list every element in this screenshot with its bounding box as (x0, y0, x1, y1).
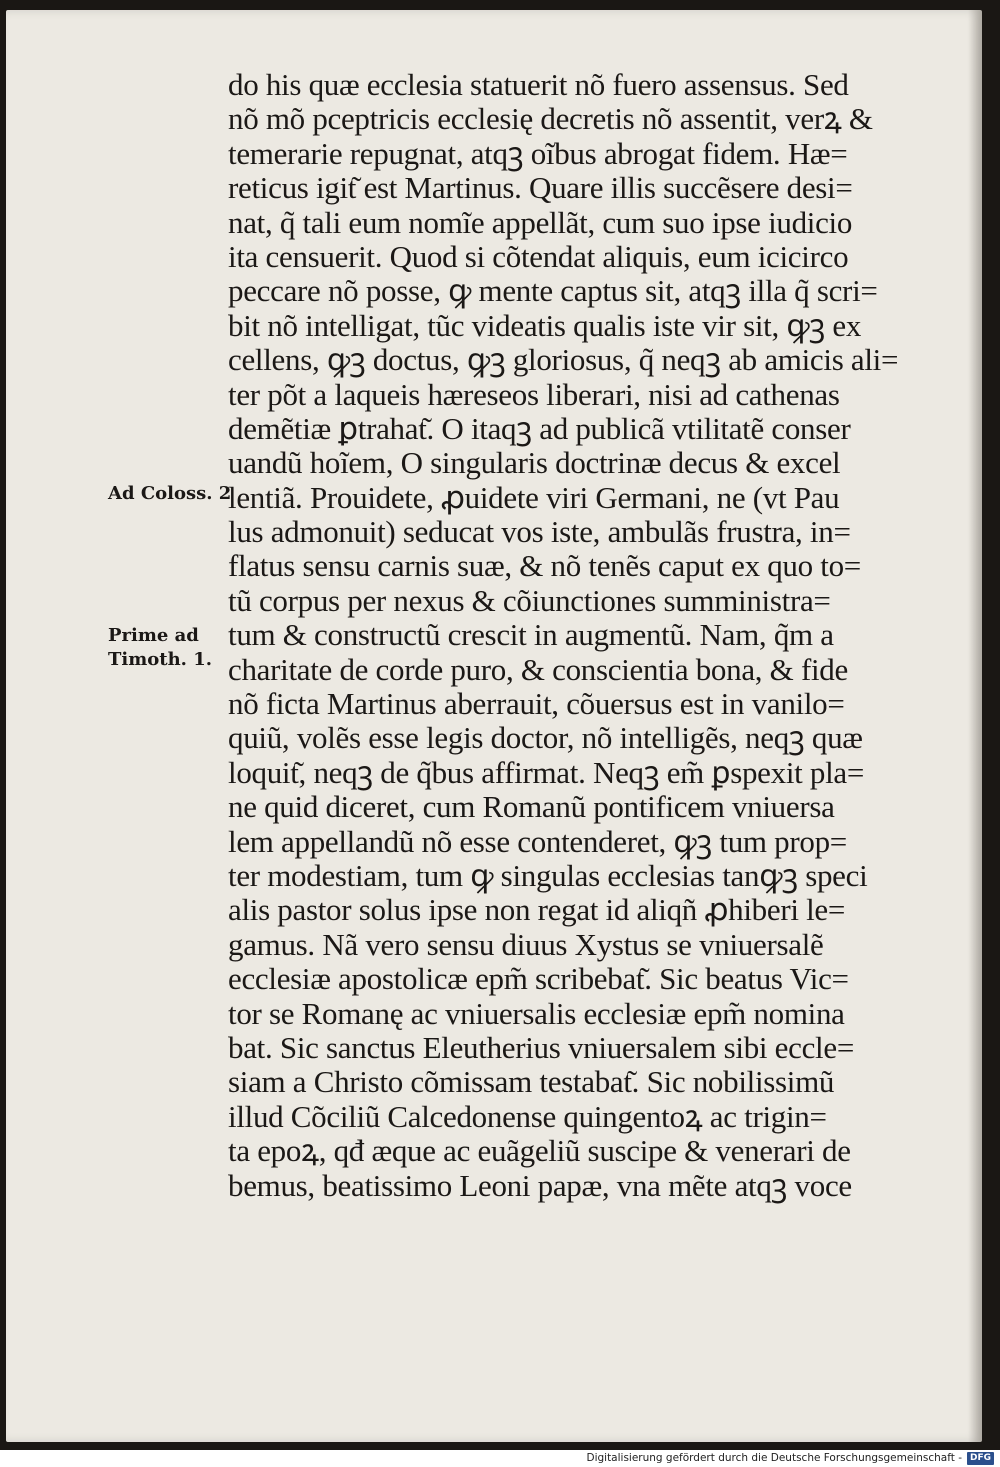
text-line: tũ corpus per nexus & cõiunctiones sumministra= (228, 582, 831, 618)
text-line: siam a Christo cõmissam testabat͂. Sic nobilissimũ (228, 1064, 835, 1100)
margin-note-colossians-text: Ad Coloss. 2 (108, 483, 232, 504)
text-line: nat, q̃ tali eum nomĩe appellãt, cum suo ipse iudicio (228, 204, 853, 240)
margin-note-colossians (108, 482, 231, 506)
digitization-footer (0, 1450, 1000, 1467)
text-line: tor se Romanę ac vniuersalis ecclesiæ epm̃ nomina (228, 995, 845, 1031)
text-line: gamus. Nã vero sensu diuus Xystus se vniuersalẽ (228, 926, 824, 962)
footer-credit: Digitalisierung gefördert durch die Deutsche Forschungsgemeinschaft - (586, 1452, 962, 1464)
margin-note-timothy-line1: Prime ad (108, 625, 199, 646)
text-line: loquit͂, neqꝫ de q̃bus affirmat. Neqꝫ em̃ ꝑspexit pla= (228, 754, 865, 790)
text-line: temerarie repugnat, atqꝫ oĩbus abrogat fidem. Hæ= (228, 135, 848, 171)
text-line: ter modestiam, tum ꝙ singulas ecclesias tanꝙꝫ speci (228, 857, 868, 893)
text-line: lentiã. Prouidete, ꝓuidete viri Germani, ne (vt Pau (228, 479, 840, 515)
text-line: reticus igit͂ est Martinus. Quare illis succẽsere desi= (228, 170, 853, 206)
text-line: do his quæ ecclesia statuerit nõ fuero assensus. Sed (228, 67, 849, 102)
text-line: peccare nõ posse, ꝙ mente captus sit, atqꝫ illa q̃ scri= (228, 273, 878, 309)
text-line: bat. Sic sanctus Eleutherius vniuersalem sibi eccle= (228, 1029, 855, 1065)
text-line: charitate de corde puro, & conscientia bona, & fide (228, 651, 848, 687)
text-line: alis pastor solus ipse non regat id aliqñ ꝓhiberi le= (228, 892, 846, 928)
dfg-logo: DFG (967, 1452, 994, 1465)
text-line: quiũ, volẽs esse legis doctor, nõ intelligẽs, neqꝫ quæ (228, 720, 863, 756)
text-line: lem appellandũ nõ esse contenderet, ꝙꝫ tum prop= (228, 823, 847, 859)
text-line: illud Cõciliũ Calcedonense quingentoꝝ ac trigin= (228, 1098, 827, 1134)
text-line: ter põt a laqueis hæreseos liberari, nisi ad cathenas (228, 376, 840, 412)
body-text (228, 68, 918, 1203)
text-line: cellens, ꝙꝫ doctus, ꝙꝫ gloriosus, q̃ neqꝫ ab amicis ali= (228, 342, 899, 378)
text-line: demẽtiæ ꝑtrahat͂. O itaqꝫ ad publicã vtilitatẽ conser (228, 410, 851, 446)
text-line: bit nõ intelligat, tũc videatis qualis iste vir sit, ꝙꝫ ex (228, 307, 862, 343)
text-line: bemus, beatissimo Leoni papæ, vna mẽte atqꝫ voce (228, 1167, 852, 1203)
text-line: ta epoꝝ, qđ æque ac euãgeliũ suscipe & venerari de (228, 1133, 851, 1169)
margin-note-timothy-line2: Timoth. 1. (108, 649, 213, 670)
text-line: lus admonuit) seducat vos iste, ambulãs frustra, in= (228, 514, 851, 550)
text-line: ne quid diceret, cum Romanũ pontificem vniuersa (228, 789, 835, 825)
page-edge-shadow (968, 10, 982, 1442)
text-line: flatus sensu carnis suæ, & nõ tenẽs caput ex quo to= (228, 548, 861, 584)
text-line: uandũ hoĩem, O singularis doctrinæ decus & excel (228, 445, 841, 481)
text-line: tum & constructũ crescit in augmentũ. Nam, q̃m a (228, 617, 834, 653)
text-line: ecclesiæ apostolicæ epm̃ scribebat͂. Sic beatus Vic= (228, 961, 849, 997)
text-line: ita censuerit. Quod si cõtendat aliquis, eum icicirco (228, 238, 849, 274)
margin-note-timothy (108, 624, 212, 672)
text-line: nõ ficta Martinus aberrauit, cõuersus est in vanilo= (228, 686, 845, 722)
text-line: nõ mõ pceptricis ecclesię decretis nõ assentit, verꝝ & (228, 101, 873, 137)
